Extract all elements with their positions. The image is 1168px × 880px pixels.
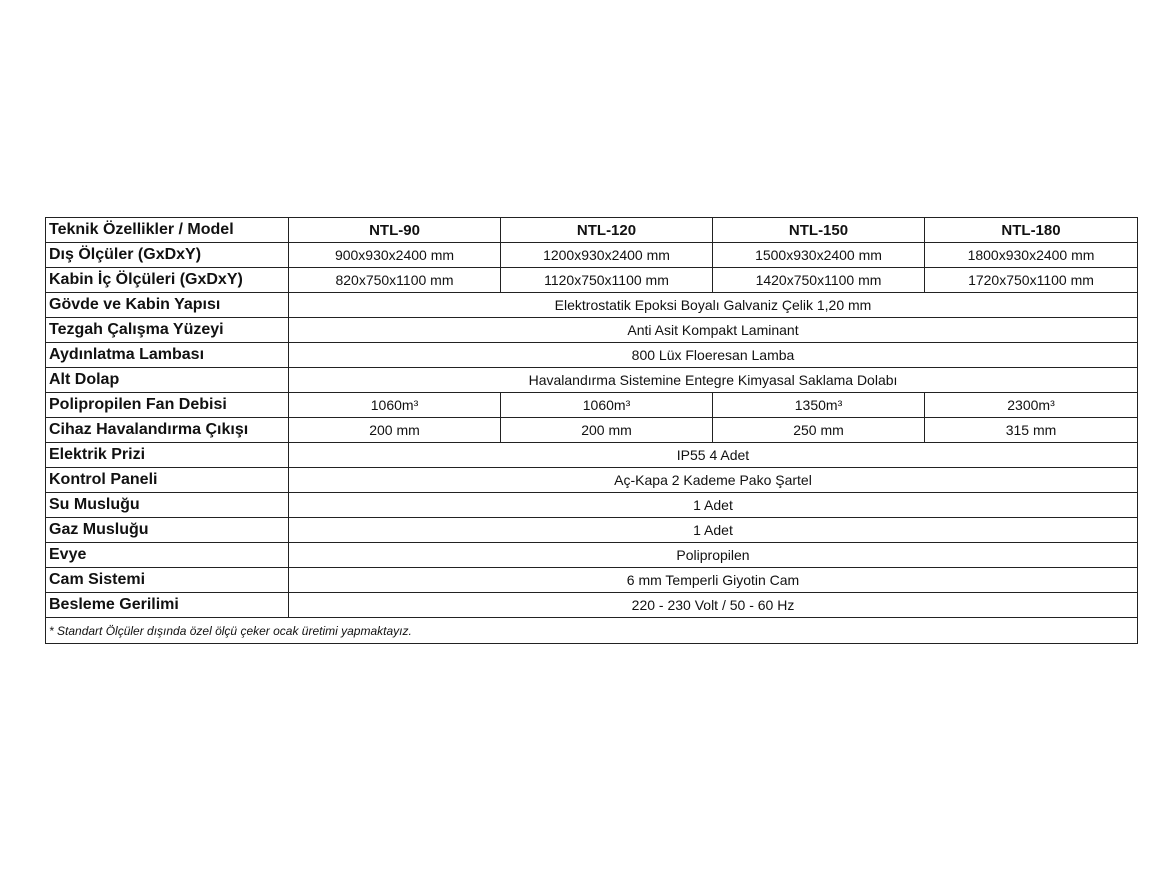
row-merged-value: Polipropilen [289, 543, 1138, 568]
row-label: Kabin İç Ölçüleri (GxDxY) [46, 268, 289, 293]
row-label: Aydınlatma Lambası [46, 343, 289, 368]
row-merged-value: 1 Adet [289, 493, 1138, 518]
header-label: Teknik Özellikler / Model [46, 218, 289, 243]
table-row [46, 243, 1138, 268]
model-header-2: NTL-120 [501, 218, 713, 243]
table-row [46, 493, 1138, 518]
row-label: Polipropilen Fan Debisi [46, 393, 289, 418]
row-value: 200 mm [501, 418, 713, 443]
row-value: 1800x930x2400 mm [925, 243, 1138, 268]
row-label: Cam Sistemi [46, 568, 289, 593]
table-row [46, 593, 1138, 618]
table-row [46, 568, 1138, 593]
footnote-row [46, 618, 1138, 644]
row-merged-value: Havalandırma Sistemine Entegre Kimyasal Saklama Dolabı [289, 368, 1138, 393]
row-label: Elektrik Prizi [46, 443, 289, 468]
model-header-4: NTL-180 [925, 218, 1138, 243]
row-value: 315 mm [925, 418, 1138, 443]
row-label: Kontrol Paneli [46, 468, 289, 493]
row-label: Su Musluğu [46, 493, 289, 518]
row-label: Gövde ve Kabin Yapısı [46, 293, 289, 318]
row-value: 2300m³ [925, 393, 1138, 418]
row-label: Dış Ölçüler (GxDxY) [46, 243, 289, 268]
row-label: Gaz Musluğu [46, 518, 289, 543]
model-header-3: NTL-150 [713, 218, 925, 243]
row-value: 820x750x1100 mm [289, 268, 501, 293]
table-row [46, 268, 1138, 293]
header-row [46, 218, 1138, 243]
table-row [46, 293, 1138, 318]
row-value: 1200x930x2400 mm [501, 243, 713, 268]
row-value: 1060m³ [501, 393, 713, 418]
row-value: 1500x930x2400 mm [713, 243, 925, 268]
spec-table-body [46, 218, 1138, 644]
row-value: 1350m³ [713, 393, 925, 418]
row-value: 900x930x2400 mm [289, 243, 501, 268]
row-value: 1120x750x1100 mm [501, 268, 713, 293]
row-label: Evye [46, 543, 289, 568]
row-value: 200 mm [289, 418, 501, 443]
table-row [46, 518, 1138, 543]
table-row [46, 418, 1138, 443]
table-row [46, 443, 1138, 468]
row-merged-value: 1 Adet [289, 518, 1138, 543]
spec-table [45, 217, 1138, 644]
row-merged-value: 6 mm Temperli Giyotin Cam [289, 568, 1138, 593]
row-label: Besleme Gerilimi [46, 593, 289, 618]
table-row [46, 343, 1138, 368]
row-value: 1720x750x1100 mm [925, 268, 1138, 293]
table-row [46, 468, 1138, 493]
row-value: 1060m³ [289, 393, 501, 418]
row-value: 250 mm [713, 418, 925, 443]
row-label: Alt Dolap [46, 368, 289, 393]
row-merged-value: Elektrostatik Epoksi Boyalı Galvaniz Çelik 1,20 mm [289, 293, 1138, 318]
table-row [46, 318, 1138, 343]
footnote: * Standart Ölçüler dışında özel ölçü çeker ocak üretimi yapmaktayız. [46, 618, 1138, 644]
table-row [46, 368, 1138, 393]
row-merged-value: IP55 4 Adet [289, 443, 1138, 468]
row-merged-value: Anti Asit Kompakt Laminant [289, 318, 1138, 343]
table-row [46, 393, 1138, 418]
table-row [46, 543, 1138, 568]
row-merged-value: 800 Lüx Floeresan Lamba [289, 343, 1138, 368]
row-label: Cihaz Havalandırma Çıkışı [46, 418, 289, 443]
row-value: 1420x750x1100 mm [713, 268, 925, 293]
row-label: Tezgah Çalışma Yüzeyi [46, 318, 289, 343]
model-header-1: NTL-90 [289, 218, 501, 243]
row-merged-value: 220 - 230 Volt / 50 - 60 Hz [289, 593, 1138, 618]
row-merged-value: Aç-Kapa 2 Kademe Pako Şartel [289, 468, 1138, 493]
